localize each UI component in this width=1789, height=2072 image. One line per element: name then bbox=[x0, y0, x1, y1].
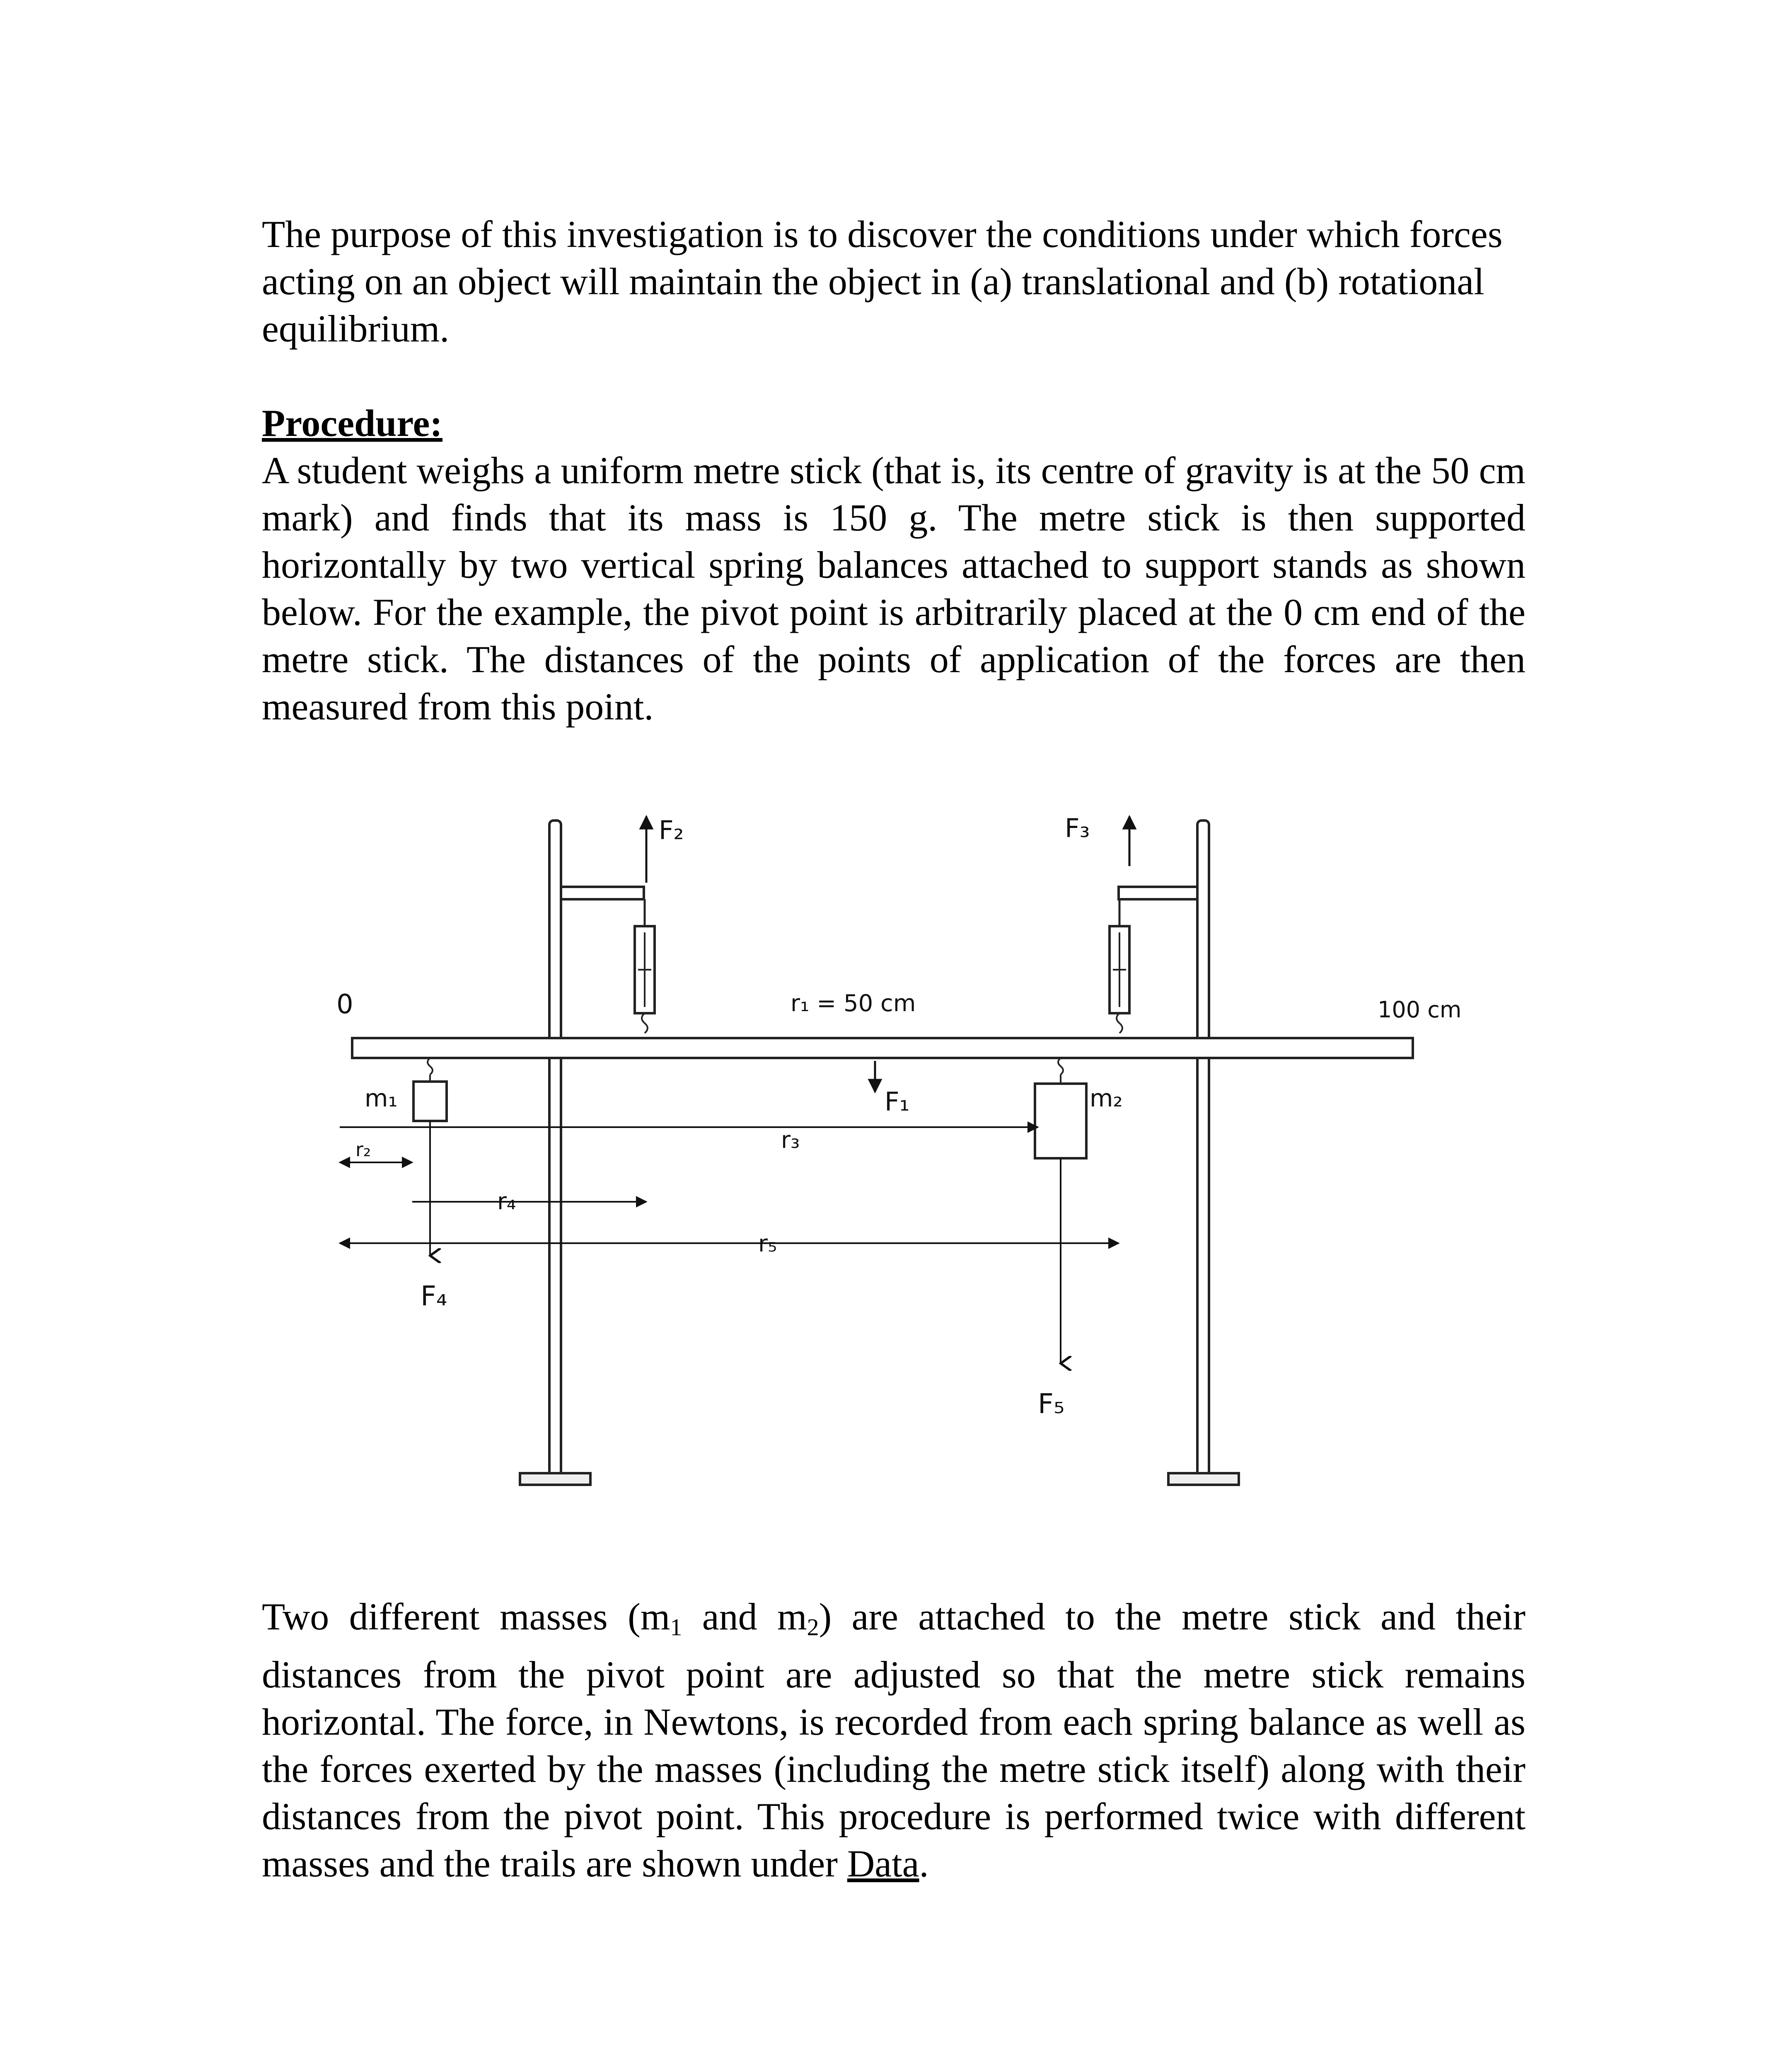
intro-text: The purpose of this investigation is to discover the conditions under which forces acting on an object will maintain the object in (a) translational and (b) rotational equilibrium. bbox=[262, 213, 1503, 350]
procedure-section bbox=[262, 399, 1525, 730]
right-spring-balance bbox=[1110, 899, 1129, 1033]
after-diagram-text bbox=[262, 1593, 1525, 1887]
right-end-label: 100 cm bbox=[1378, 997, 1462, 1023]
f1-label: F₁ bbox=[885, 1087, 910, 1117]
left-end-label: 0 bbox=[336, 989, 353, 1020]
after-text-2: and m bbox=[682, 1595, 807, 1638]
data-link[interactable]: Data bbox=[847, 1842, 919, 1885]
mass-m1 bbox=[413, 1058, 447, 1121]
m1-label: m₁ bbox=[365, 1084, 398, 1112]
m2-subscript: 2 bbox=[807, 1614, 819, 1641]
after-diagram-paragraph bbox=[262, 1593, 1525, 1887]
procedure-heading bbox=[262, 399, 1525, 447]
after-text-3: ) are attached to the metre stick and their distances from the pivot point are adjusted so that the metre stick remains horizontal. The force, in Newtons, is recorded from each spring balance as well as the forces exerted by the masses (including the metre stick itself) along with their distances from the pivot point. This procedure is performed twice with different masses and the trails are shown under bbox=[262, 1595, 1525, 1885]
r1-label: r₁ = 50 cm bbox=[791, 990, 916, 1017]
left-support-stand bbox=[520, 821, 644, 1485]
right-support-stand bbox=[1119, 821, 1239, 1485]
r5-label: r₅ bbox=[758, 1230, 777, 1257]
procedure-heading-label: Procedure bbox=[262, 402, 430, 444]
f4-label: F₄ bbox=[421, 1280, 447, 1312]
metre-stick-diagram bbox=[323, 787, 1566, 1513]
f5-label: F₅ bbox=[1038, 1388, 1065, 1420]
f3-label: F₃ bbox=[1065, 813, 1090, 843]
mass-m2 bbox=[1035, 1058, 1086, 1158]
left-spring-balance bbox=[635, 899, 655, 1033]
r3-label: r₃ bbox=[781, 1127, 800, 1154]
m2-label: m₂ bbox=[1090, 1084, 1123, 1112]
m1-subscript: 1 bbox=[670, 1614, 682, 1641]
metre-stick bbox=[352, 1038, 1413, 1058]
r4-label: r₄ bbox=[497, 1188, 516, 1215]
r2-label: r₂ bbox=[355, 1138, 371, 1161]
procedure-text: A student weighs a uniform metre stick (that is, its centre of gravity is at the 50 cm mark) and finds that its mass is 150 g. The metre stick is then supported horizontally by two vertical spring balances attached to support stands as shown below. For the example, the pivot point is arbitrarily placed at the 0 cm end of the metre stick. The distances of the points of application of the forces are then measured from this point. bbox=[262, 449, 1525, 728]
after-text-1: Two different masses (m bbox=[262, 1595, 670, 1638]
after-text-end: . bbox=[919, 1842, 929, 1885]
f2-label: F₂ bbox=[659, 815, 684, 845]
intro-paragraph bbox=[262, 211, 1525, 352]
procedure-heading-colon: : bbox=[430, 402, 443, 444]
